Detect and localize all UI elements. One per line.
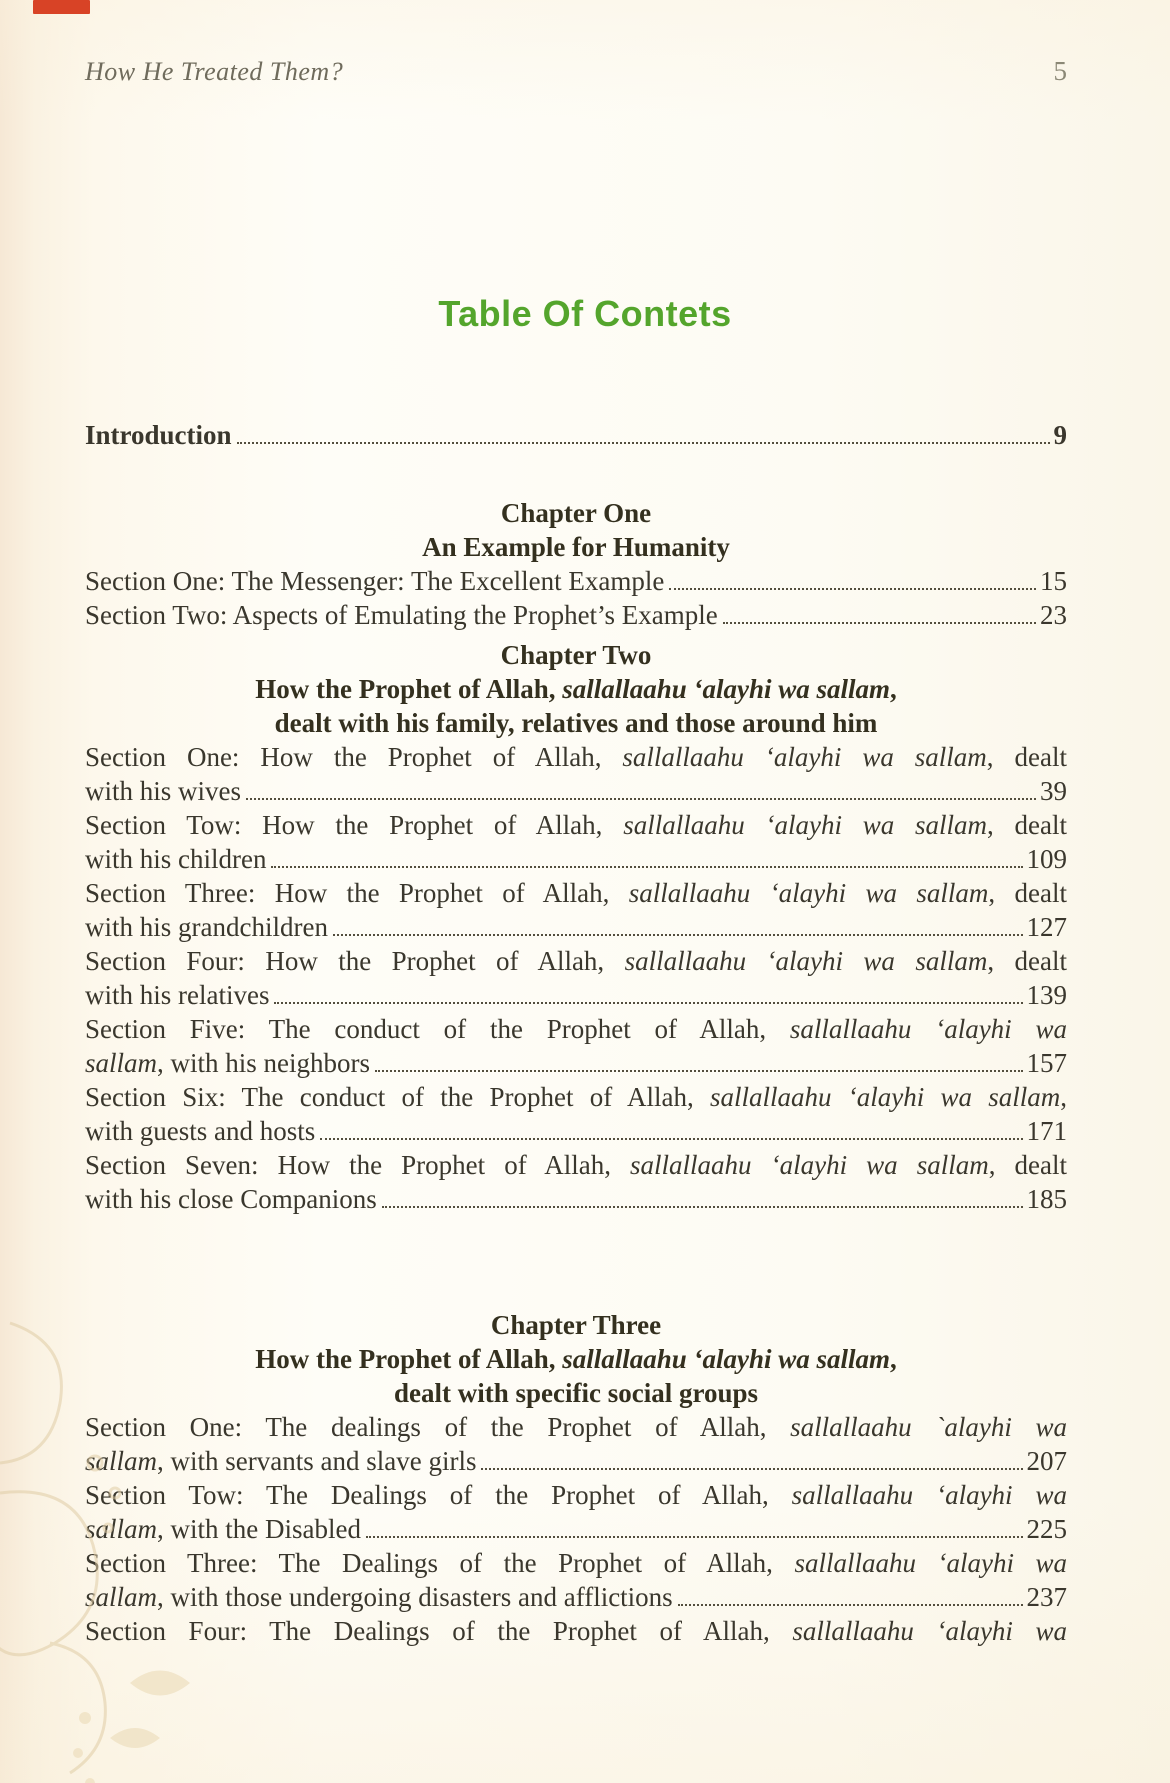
entry-text: Section Five: The conduct of the Prophet of Allah, (85, 1014, 790, 1044)
entry-page-number: 237 (1026, 1582, 1067, 1612)
entry-line (85, 1410, 1067, 1444)
entry-line (85, 1546, 1067, 1580)
toc-entry (85, 1410, 1067, 1478)
entry-page-number: 171 (1026, 1116, 1067, 1146)
running-header (85, 56, 1067, 87)
entry-last-line (85, 978, 1067, 1012)
entry-text: Section Four: The Dealings of the Prophet of Allah, (85, 1616, 793, 1646)
chapter-heading-line (85, 1342, 1067, 1376)
entry-line (85, 1614, 1067, 1648)
entry-last-text (85, 978, 269, 1012)
toc-entry (85, 1546, 1067, 1614)
dot-leader (274, 1002, 1022, 1004)
transliteration-text: sallallaahu ‘alayhi wa sallam (709, 1082, 1061, 1112)
entry-text: , (890, 674, 897, 704)
entry-line (85, 1478, 1067, 1512)
entry-last-line (85, 1512, 1067, 1546)
dot-leader (375, 1070, 1022, 1072)
entry-last-line (85, 1182, 1067, 1216)
entry-text: , with his neighbors (157, 1048, 371, 1078)
entry-text: Section Tow: The Dealings of the Prophet of Allah, (85, 1480, 792, 1510)
entry-text: Section One: The Messenger: The Excellent Example (85, 566, 665, 596)
toc-entry (85, 740, 1067, 808)
chapter-heading-line (85, 530, 1067, 564)
entry-last-line (85, 564, 1067, 598)
page-number: 5 (1053, 56, 1067, 86)
entry-text: with guests and hosts (85, 1116, 316, 1146)
entry-text: with his close Companions (85, 1184, 377, 1214)
entry-last-text (85, 564, 664, 598)
entry-line (85, 808, 1067, 842)
entry-last-text (85, 1512, 361, 1546)
chapter-heading-line (85, 672, 1067, 706)
entry-text: with his children (85, 844, 267, 874)
entry-last-line (85, 910, 1067, 944)
entry-text: dealt with specific social groups (394, 1378, 758, 1408)
entry-text: Section Three: The Dealings of the Prophet of Allah, (85, 1548, 795, 1578)
transliteration-text: sallallaahu ‘alayhi wa sallam (630, 1150, 989, 1180)
chapter-block (85, 638, 1067, 1216)
running-title: How He Treated Them? (85, 57, 344, 86)
entry-text: Section Tow: How the Prophet of Allah, (85, 810, 624, 840)
transliteration-text: sallallaahu ‘alayhi wa (792, 1616, 1068, 1646)
entry-last-text (85, 1444, 476, 1478)
entry-line (85, 1148, 1067, 1182)
chapter-heading-line (85, 706, 1067, 740)
entry-text: Section One: The dealings of the Prophet of Allah, (85, 1412, 791, 1442)
entry-last-text (85, 774, 241, 808)
transliteration-text: sallam (85, 1048, 158, 1078)
chapter-block (85, 496, 1067, 632)
entry-last-line (85, 1580, 1067, 1614)
chapter-heading-line (85, 1308, 1067, 1342)
entry-last-line (85, 418, 1067, 452)
transliteration-text: sallam (85, 1514, 158, 1544)
dot-leader (237, 442, 1050, 444)
entry-page-number: 139 (1026, 980, 1067, 1010)
entry-text: Section Four: How the Prophet of Allah, (85, 946, 625, 976)
entry-page-number: 15 (1040, 566, 1067, 596)
entry-last-text (85, 418, 232, 452)
entry-page-number: 157 (1026, 1048, 1067, 1078)
entry-last-text (85, 1580, 673, 1614)
entry-text: , with the Disabled (157, 1514, 361, 1544)
entry-text: Chapter One (500, 498, 652, 528)
entry-line (85, 1012, 1067, 1046)
chapter-heading-line (85, 638, 1067, 672)
entry-text: Section Seven: How the Prophet of Allah, (85, 1150, 631, 1180)
transliteration-text: sallallaahu ‘alayhi wa (789, 1014, 1067, 1044)
entry-last-line (85, 598, 1067, 632)
entry-text: Introduction (85, 420, 232, 450)
toc-entry (85, 1012, 1067, 1080)
entry-last-text (85, 842, 266, 876)
toc-entry (85, 598, 1067, 632)
entry-page-number: 39 (1040, 776, 1067, 806)
entry-line (85, 876, 1067, 910)
dot-leader (320, 1138, 1022, 1140)
transliteration-text: sallallaahu ‘alayhi wa (791, 1480, 1067, 1510)
dot-leader (678, 1604, 1023, 1606)
toc-entry (85, 564, 1067, 598)
entry-text: How the Prophet of Allah, (255, 674, 563, 704)
entry-line (85, 740, 1067, 774)
entry-last-line (85, 1444, 1067, 1478)
entry-page-number: 23 (1040, 600, 1067, 630)
entry-text: How the Prophet of Allah, (255, 1344, 563, 1374)
transliteration-text: sallallaahu `alayhi wa (790, 1412, 1067, 1442)
entry-text: , (890, 1344, 897, 1374)
entry-page-number: 9 (1053, 420, 1067, 450)
entry-text: , dealt (988, 1150, 1067, 1180)
toc-entry (85, 1148, 1067, 1216)
entry-last-line (85, 1046, 1067, 1080)
entry-text: Section One: How the Prophet of Allah, (85, 742, 623, 772)
entry-text: , (1060, 1082, 1067, 1112)
table-of-contents (85, 418, 1067, 1648)
entry-line (85, 944, 1067, 978)
entry-last-line (85, 774, 1067, 808)
chapter-heading-line (85, 1376, 1067, 1410)
entry-text: with his wives (85, 776, 242, 806)
transliteration-text: sallallaahu ‘alayhi wa sallam (562, 1344, 891, 1374)
transliteration-text: sallallaahu ‘alayhi wa sallam (622, 742, 987, 772)
entry-last-text (85, 598, 718, 632)
toc-entry (85, 1614, 1067, 1648)
entry-text: , dealt (987, 946, 1067, 976)
entry-text: , with those undergoing disasters and afflictions (157, 1582, 673, 1612)
entry-page-number: 185 (1026, 1184, 1067, 1214)
entry-text: Section Six: The conduct of the Prophet of Allah, (85, 1082, 710, 1112)
entry-text: with his grandchildren (85, 912, 328, 942)
entry-last-text (85, 1182, 377, 1216)
dot-leader (723, 622, 1036, 624)
scan-artifact-mark (33, 0, 90, 14)
dot-leader (246, 798, 1036, 800)
transliteration-text: sallallaahu ‘alayhi wa sallam (623, 810, 987, 840)
transliteration-text: sallallaahu ‘alayhi wa sallam (562, 674, 891, 704)
toc-entry (85, 876, 1067, 944)
entry-page-number: 207 (1026, 1446, 1067, 1476)
transliteration-text: sallallaahu ‘alayhi wa (794, 1548, 1068, 1578)
entry-text: , dealt (987, 810, 1067, 840)
toc-entry (85, 808, 1067, 876)
dot-leader (271, 866, 1022, 868)
entry-last-line (85, 1114, 1067, 1148)
dot-leader (333, 934, 1023, 936)
chapter-heading-line (85, 496, 1067, 530)
toc-title: Table Of Contets (438, 293, 732, 334)
entry-last-text (85, 910, 328, 944)
entry-text: Section Two: Aspects of Emulating the Prophet’s Example (85, 600, 718, 630)
dot-leader (481, 1468, 1022, 1470)
entry-text: An Example for Humanity (422, 532, 730, 562)
entry-text: , dealt (988, 878, 1067, 908)
entry-text: , dealt (986, 742, 1067, 772)
transliteration-text: sallallaahu ‘alayhi wa sallam (628, 878, 989, 908)
entry-text: Chapter Two (500, 640, 652, 670)
entry-text: dealt with his family, relatives and those around him (274, 708, 878, 738)
entry-text: , with servants and slave girls (157, 1446, 477, 1476)
dot-leader (382, 1206, 1023, 1208)
entry-page-number: 127 (1026, 912, 1067, 942)
toc-entry (85, 944, 1067, 1012)
dot-leader (669, 588, 1036, 590)
dot-leader (366, 1536, 1023, 1538)
transliteration-text: sallallaahu ‘alayhi wa sallam (624, 946, 988, 976)
toc-entry (85, 1080, 1067, 1148)
transliteration-text: sallam (85, 1582, 158, 1612)
entry-page-number: 109 (1026, 844, 1067, 874)
entry-last-text (85, 1114, 315, 1148)
transliteration-text: sallam (85, 1446, 158, 1476)
chapter-block (85, 1308, 1067, 1648)
entry-last-line (85, 842, 1067, 876)
entry-text: with his relatives (85, 980, 270, 1010)
toc-entry (85, 1478, 1067, 1546)
toc-entry (85, 418, 1067, 452)
entry-page-number: 225 (1026, 1514, 1067, 1544)
entry-text: Chapter Three (490, 1310, 662, 1340)
entry-line (85, 1080, 1067, 1114)
entry-text: Section Three: How the Prophet of Allah, (85, 878, 629, 908)
entry-last-text (85, 1046, 370, 1080)
